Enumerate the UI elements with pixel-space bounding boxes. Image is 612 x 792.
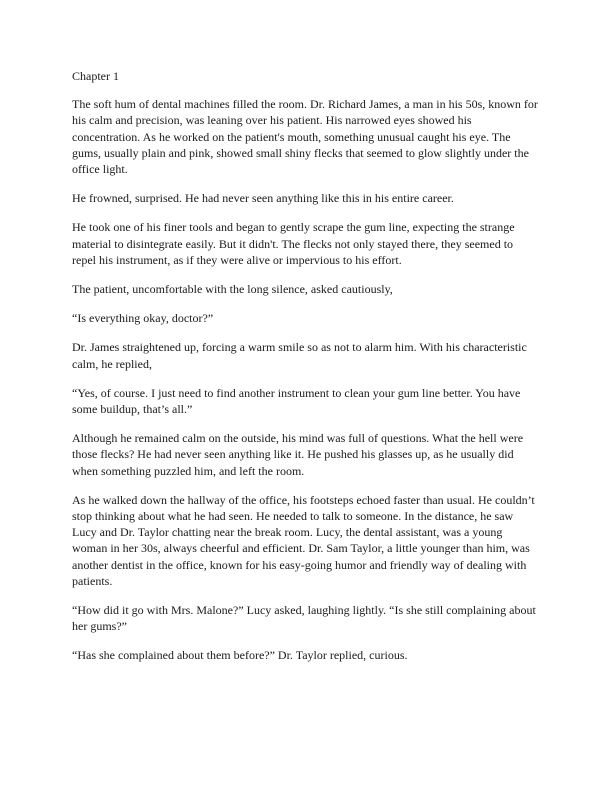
paragraph: “How did it go with Mrs. Malone?” Lucy asked, laughing lightly. “Is she still complaining about her gums?” [72, 603, 536, 634]
paragraph: The soft hum of dental machines filled the room. Dr. Richard James, a man in his 50s, known for his calm and precision, was leaning over his patient. His narrowed eyes showed his concentration. As he worked on the patient's mouth, something unusual caught his eye. The gums, usually plain and pink, showed small shiny flecks that seemed to glow slightly under the office light. [72, 97, 538, 177]
paragraph: He frowned, surprised. He had never seen anything like this in his entire career. [72, 191, 454, 206]
paragraph: He took one of his finer tools and began to gently scrape the gum line, expecting the strange material to disintegrate easily. But it didn't. The flecks not only stayed there, they seemed to repel his instrument, as if they were alive or impervious to his effort. [72, 220, 515, 267]
chapter-heading: Chapter 1 [72, 69, 119, 83]
text-column [72, 68, 540, 677]
paragraph: “Yes, of course. I just need to find another instrument to clean your gum line better. You have some buildup, that’s all.” [72, 385, 521, 417]
paragraph: Although he remained calm on the outside, his mind was full of questions. What the hell were those flecks? He had never seen anything like it. He pushed his glasses up, as he usually did when something puzzled him, and left the room. [72, 431, 524, 478]
paragraph: As he walked down the hallway of the office, his footsteps echoed faster than usual. He couldn’t stop thinking about what he had seen. He needed to talk to someone. In the distance, he saw Lucy and Dr. Taylor chatting near the break room. Lucy, the dental assistant, was a young woman in her 30s, always cheerful and efficient. Dr. Sam Taylor, a little younger than him, was another dentist in the office, known for his easy-going humor and friendly way of dealing with patients. [72, 492, 535, 588]
paragraph: “Is everything okay, doctor?” [72, 311, 214, 326]
paragraph: Dr. James straightened up, forcing a warm smile so as not to alarm him. With his characteristic calm, he replied, [72, 340, 527, 371]
paragraph: The patient, uncomfortable with the long silence, asked cautiously, [72, 282, 393, 297]
paragraph: “Has she complained about them before?” Dr. Taylor replied, curious. [72, 648, 408, 663]
